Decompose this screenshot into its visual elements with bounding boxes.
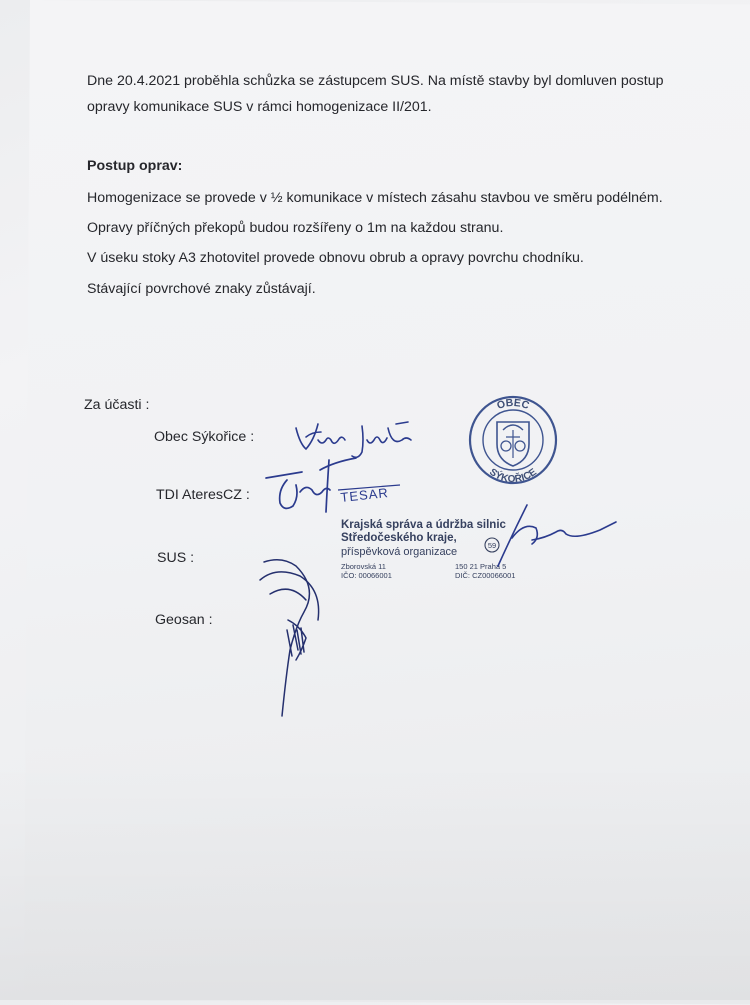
attendance-heading: Za účasti : (84, 397, 150, 413)
postup-item-4: Stávající povrchové znaky zůstávají. (87, 281, 316, 297)
obec-stamp-bottom-text: SÝKOŘICE (487, 466, 539, 486)
postup-item-3: V úseku stoky A3 zhotovitel provede obnovu obrub a opravy povrchu chodníku. (87, 250, 584, 266)
signature-geosan (260, 560, 319, 716)
sus-stamp-ico: IČO: 00066001 (341, 571, 392, 580)
party-geosan-label: Geosan : (155, 612, 213, 628)
sus-stamp-address-right: 150 21 Praha 5 (455, 562, 507, 571)
intro-line-2: opravy komunikace SUS v rámci homogenizace II/201. (87, 99, 432, 115)
sus-stamp-line-1: Krajská správa a údržba silnic (341, 519, 506, 531)
party-tdi-label: TDI AteresCZ : (156, 487, 250, 503)
party-sus-label: SUS : (157, 550, 195, 566)
signature-sus (498, 505, 616, 566)
sus-stamp (341, 519, 515, 580)
sus-stamp-dic: DIČ: CZ00066001 (455, 571, 516, 580)
sus-stamp-address-left: Zborovská 11 (341, 562, 386, 571)
signature-obec (296, 422, 411, 457)
party-obec-label: Obec Sýkořice : (154, 429, 255, 445)
sus-stamp-badge: 59 (487, 541, 497, 550)
sus-stamp-line-3: příspěvková organizace (341, 546, 458, 558)
tdi-written-name: TESAR (339, 485, 390, 505)
obec-stamp-top-text: OBEC (495, 396, 531, 412)
postup-item-1: Homogenizace se provede v ½ komunikace v místech zásahu stavbou ve směru podélném. (87, 190, 663, 206)
postup-item-2: Opravy příčných překopů budou rozšířeny o 1m na každou stranu. (87, 220, 504, 236)
postup-heading: Postup oprav: (87, 158, 183, 174)
obec-stamp-seal (470, 397, 556, 485)
intro-line-1: Dne 20.4.2021 proběhla schůzka se zástupcem SUS. Na místě stavby byl domluven postup (87, 73, 664, 89)
sus-stamp-line-2: Středočeského kraje, (341, 532, 457, 544)
